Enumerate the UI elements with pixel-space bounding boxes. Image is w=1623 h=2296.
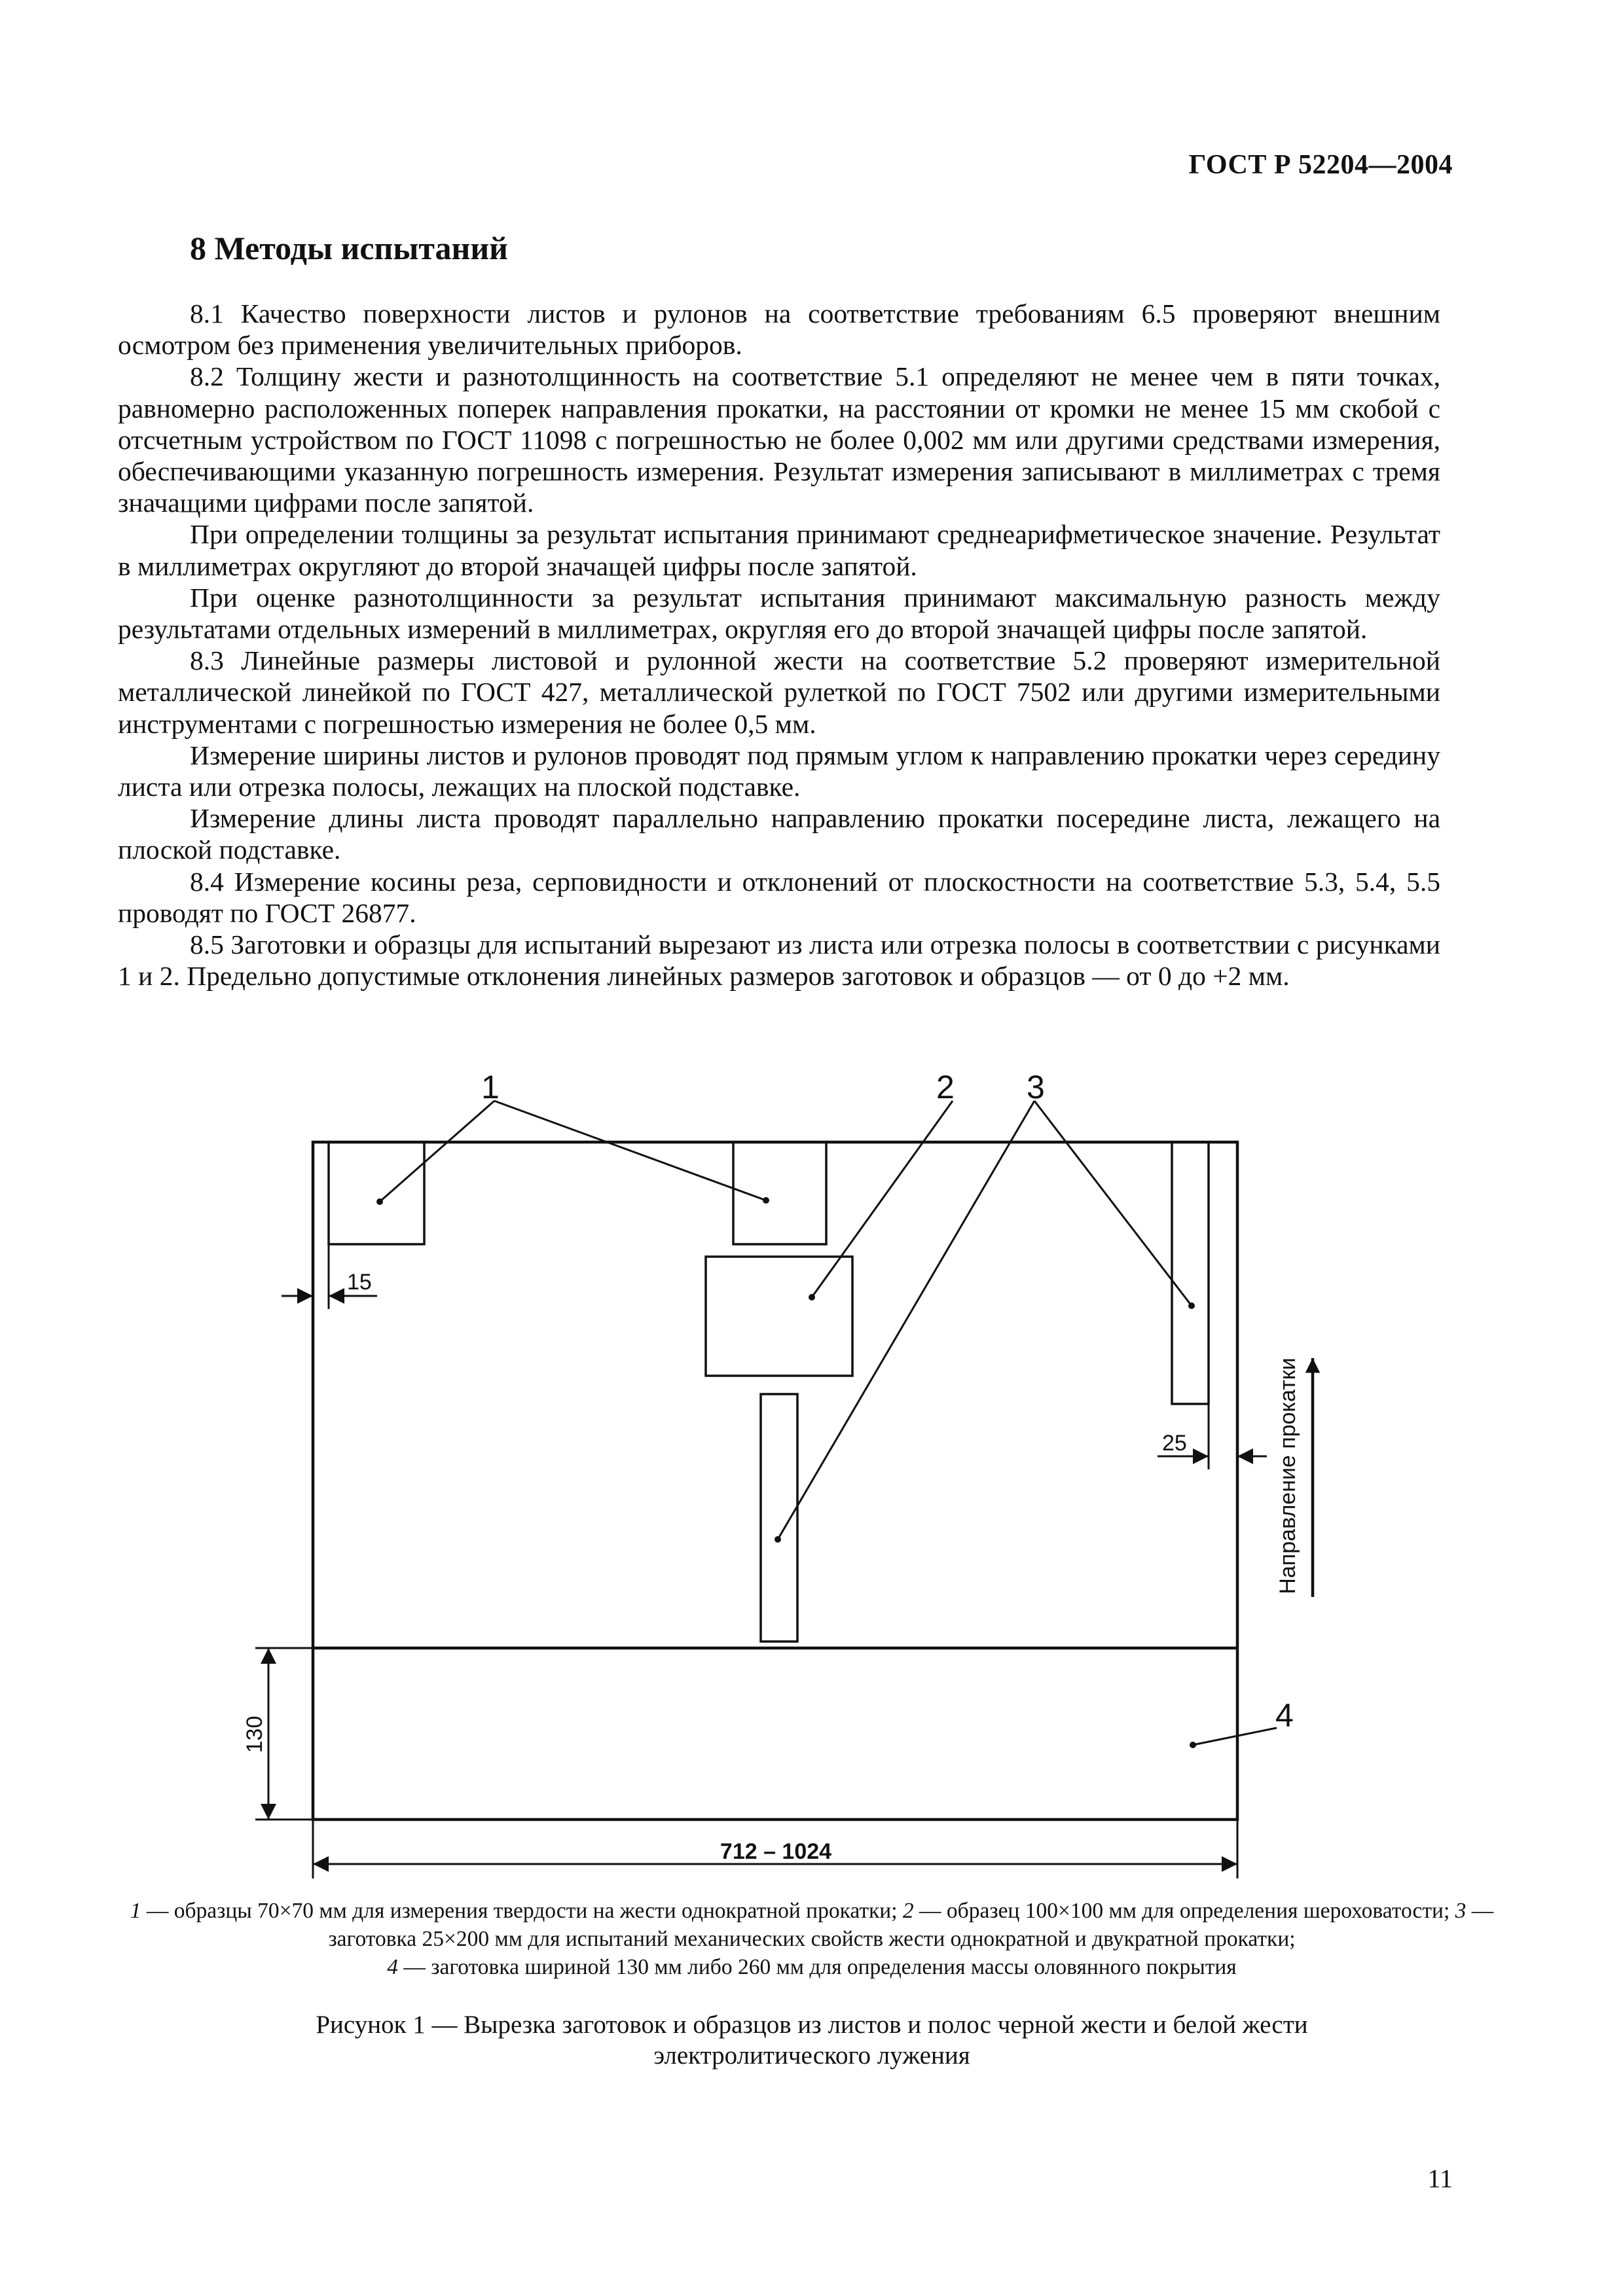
caption-line-1: Рисунок 1 — Вырезка заготовок и образцов из листов и полос черной жести и белой жести [316,2011,1308,2039]
paragraph-8-3: 8.3 Линейные размеры листовой и рулонной жести на соответствие 5.2 проверяют измерительной металлической линейкой по ГОСТ 427, металлической рулеткой по ГОСТ 7502 или другими измерительными инструментами с погрешностью измерения не более 0,5 мм. [118,645,1440,739]
roughness-sample [706,1257,852,1376]
dimension-strip-offset-label: 25 [1162,1431,1187,1456]
paragraph-8-1: 8.1 Качество поверхности листов и рулонов на соответствие требованиям 6.5 проверяют внешним осмотром без применения увеличительных приборов. [118,298,1440,361]
page-number: 11 [1427,2164,1453,2193]
legend-number-1: 1 [130,1899,141,1923]
callout-1: 1 [481,1069,500,1105]
legend-number-2: 2 [902,1899,914,1923]
legend-line-2 [118,1953,1506,1981]
paragraph-8-5: 8.5 Заготовки и образцы для испытаний вырезают из листа или отрезка полосы в соответствии с рисунками 1 и 2. Предельно допустимые отклонения линейных размеров заготовок и образцов — от 0 до +2 мм. [118,929,1440,992]
legend-line-1 [118,1897,1506,1953]
dimension-edge-offset-label: 15 [347,1270,372,1295]
paragraph-thickness-variation: При оценке разнотолщинности за результат испытания принимают максимальную разность между результатами отдельных измерений в миллиметрах, округляя его до второй значащей цифры после запятой. [118,582,1440,645]
figure-caption [118,2009,1506,2071]
figure-legend [118,1897,1506,1981]
leader-dots [376,1197,1196,1748]
section-title: 8 Методы испытаний [190,230,508,266]
paragraph-thickness: При определении толщины за результат испытания принимают среднеарифметическое значение. Результат в миллиметрах округляют до второй значащей цифры после запятой. [118,519,1440,581]
paragraph-8-2: 8.2 Толщину жести и разнотолщинность на соответствие 5.1 определяют не менее чем в пяти точках, равномерно расположенных поперек направления прокатки, на расстоянии от кромки не менее 15 мм скобой с отсчетным устройством по ГОСТ 11098 с погрешностью не более 0,002 мм или другими средствами измерения, обеспечивающими указанную погрешность измерения. Результат измерения записывают в миллиметрах с тремя значащими цифрами после запятой. [118,361,1440,518]
paragraph-length-measurement: Измерение длины листа проводят параллельно направлению прокатки посередине листа, лежащего на плоской подставке. [118,803,1440,865]
body-text [118,298,1440,992]
standard-code: ГОСТ Р 52204—2004 [1188,150,1453,180]
paragraph-8-4: 8.4 Измерение косины реза, серповидности и отклонений от плоскостности на соответствие 5.3, 5.4, 5.5 проводят по ГОСТ 26877. [118,866,1440,928]
legend-text-2: — образец 100×100 мм для определения шероховатости; [913,1899,1455,1923]
callout-2: 2 [936,1069,955,1105]
legend-number-4: 4 [387,1955,398,1979]
dimension-sheet-width-label: 712 – 1024 [720,1839,832,1864]
legend-text-4: — заготовка шириной 130 мм либо 260 мм для определения массы оловянного покрытия [398,1955,1237,1979]
cutting-diagram [0,1054,1623,1878]
legend-text-3: — заготовка 25×200 мм для испытаний механических свойств жести однократной и двукратной прокатки; [328,1899,1494,1951]
callout-4: 4 [1275,1697,1294,1734]
legend-text-1: — образцы 70×70 мм для измерения твердости на жести однократной прокатки; [141,1899,903,1923]
legend-number-3: 3 [1455,1899,1467,1923]
caption-line-2: электролитического лужения [653,2041,970,2070]
dimension-strip-height-label: 130 [242,1715,267,1753]
paragraph-width-measurement: Измерение ширины листов и рулонов проводят под прямым углом к направлению прокатки через середину листа или отрезка полосы, лежащих на плоской подставке. [118,740,1440,802]
hardness-sample-left [329,1142,424,1244]
rolling-direction-label: Направление прокатки [1275,1357,1300,1594]
mechanical-blank-right [1172,1142,1209,1404]
callout-3: 3 [1027,1069,1045,1105]
mechanical-blank-center [761,1394,797,1641]
